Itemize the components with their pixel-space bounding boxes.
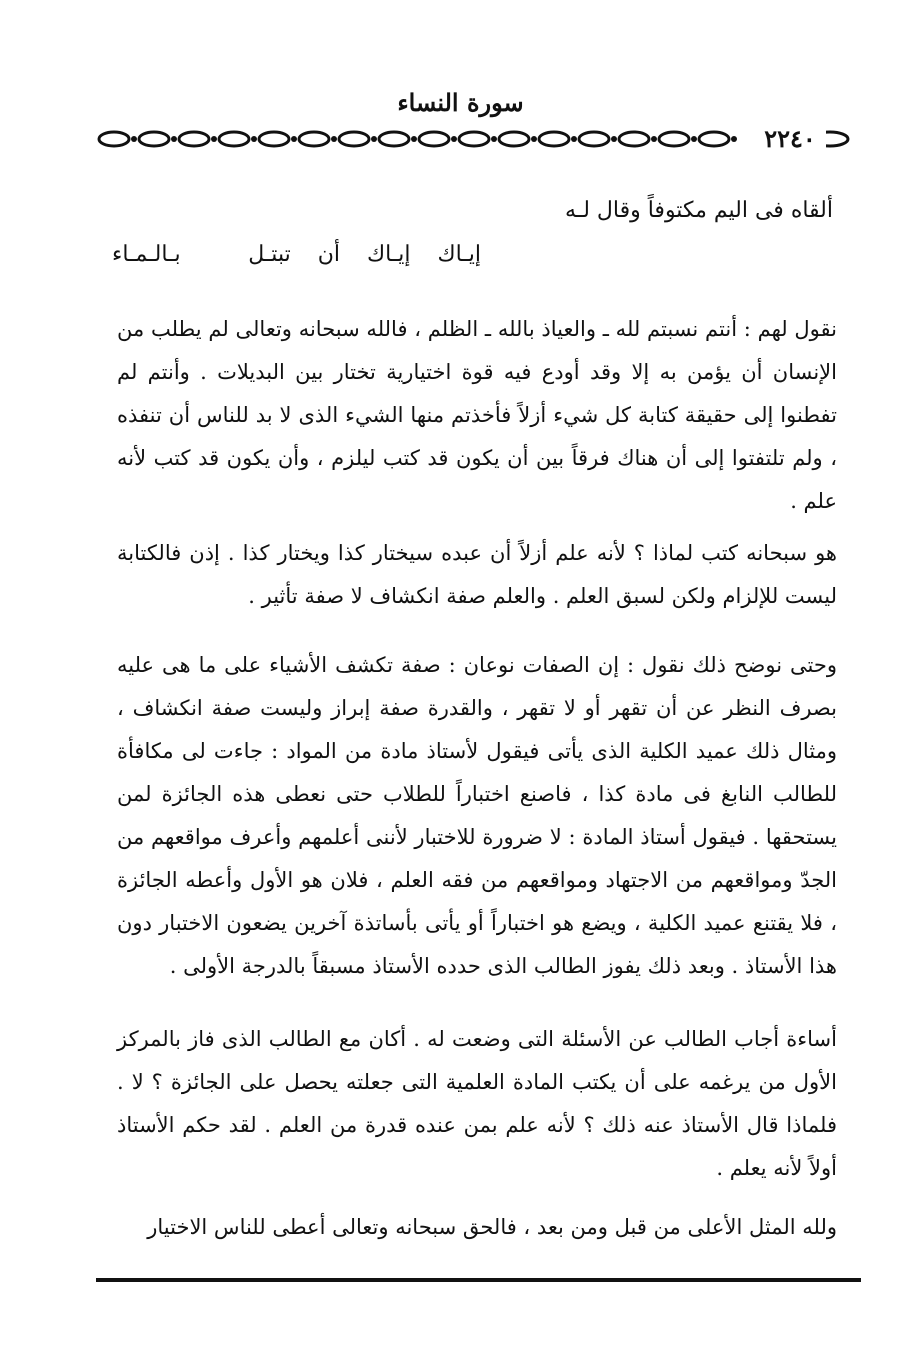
paragraph [117, 308, 837, 523]
poem-line-2-left: بـالـمـاء [112, 242, 181, 267]
surah-title: سورة النساء [397, 88, 524, 117]
paragraph-text: هو سبحانه كتب لماذا ؟ لأنه علم أزلاً أن عبده سيختار كذا ويختار كذا . إذن فالكتابة ليست للإلزام ولكن لسبق العلم . والعلم صفة انكشاف لا صفة تأثير . [117, 541, 837, 608]
ornamental-header-rule [96, 126, 853, 152]
paragraph-text: ولله المثل الأعلى من قبل ومن بعد ، فالحق سبحانه وتعالى أعطى للناس الاختيار [147, 1215, 837, 1239]
paragraph [117, 1206, 837, 1249]
footer-rule [96, 1278, 861, 1282]
paragraph [117, 532, 837, 618]
paragraph [117, 644, 837, 988]
paragraph-text: أساءة أجاب الطالب عن الأسئلة التى وضعت له . أكان مع الطالب الذى فاز بالمركز الأول من يرغمه على أن يكتب المادة العلمية التى جعلته يحصل على الجائزة ؟ لا . فلماذا قال الأستاذ عنه ذلك ؟ لأنه علم بمن عنده قدرة من العلم . لقد حكم الأستاذ أولاً لأنه يعلم . [117, 1027, 837, 1180]
poem-line-2-right: إيـاك إيـاك أن تبتـل [248, 242, 481, 267]
poem-line-1: ألقاه فى اليم مكتوفاً وقال لـه [564, 198, 833, 223]
paragraph [117, 1018, 837, 1190]
page-number: ٢٢٤٠ [754, 124, 826, 154]
paragraph-text: نقول لهم : أنتم نسبتم لله ـ والعياذ بالله ـ الظلم ، فالله سبحانه وتعالى لم يطلب من الإنسان أن يؤمن به إلا وقد أودع فيه قوة اختيارية تختار بين البديلات . وأنتم لم تفطنوا إلى حقيقة كتابة كل شيء أزلاً فأخذتم منها الشيء الذى لا بد للناس أن تنفذه ، ولم تلتفتوا إلى أن هناك فرقاً بين أن يكون قد كتب ليلزم ، وأن يكون قد كتب لأنه علم . [117, 317, 837, 513]
paragraph-text: وحتى نوضح ذلك نقول : إن الصفات نوعان : صفة تكشف الأشياء على ما هى عليه بصرف النظر عن أن تقهر أو لا تقهر ، والقدرة صفة إبراز وليست صفة انكشاف ، ومثال ذلك عميد الكلية الذى يأتى فيقول لأستاذ مادة من المواد : جاءت لى مكافأة للطالب النابغ فى مادة كذا ، فاصنع اختباراً للطلاب حتى نعطى هذه الجائزة لمن يستحقها . فيقول أستاذ المادة : لا ضرورة للاختبار لأننى أعلمهم وأعرف مواقعهم من الجدّ ومواقعهم من الاجتهاد ومواقعهم من فقه العلم ، فلان هو الأول وأعطه الجائزة ، فلا يقتنع عميد الكلية ، ويضع هو اختباراً أو يأتى بأساتذة آخرين يضعون الاختبار دون هذا الأستاذ . وبعد ذلك يفوز الطالب الذى حدده الأستاذ مسبقاً بالدرجة الأولى . [117, 653, 837, 978]
